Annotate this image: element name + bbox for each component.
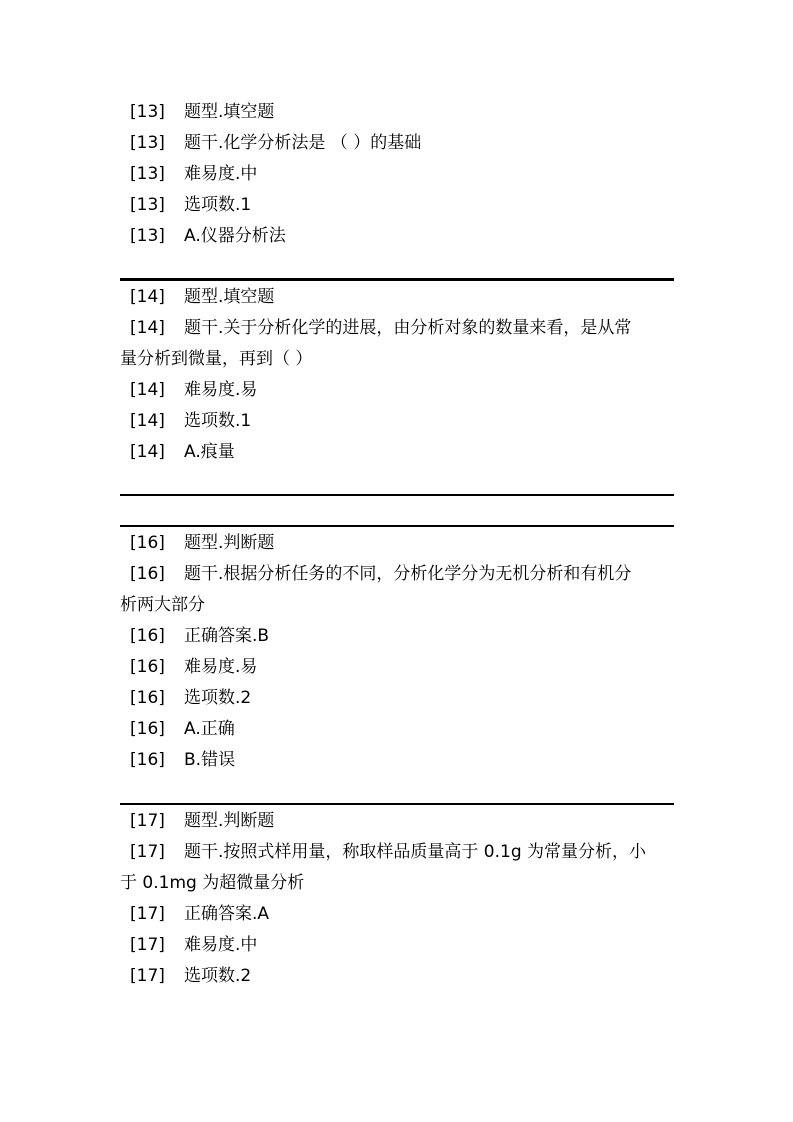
q17-difficulty-line	[120, 930, 674, 961]
q13-tag: [13]	[130, 164, 165, 184]
q14-tag: [14]	[130, 380, 165, 400]
q13-type-line	[120, 97, 674, 128]
divider-14	[120, 494, 674, 496]
divider-13	[120, 278, 674, 281]
q13-tag: [13]	[130, 133, 165, 153]
q16-option-count: 选项数.2	[184, 688, 252, 708]
q16-type: 题型.判断题	[184, 533, 275, 553]
q14-type: 题型.填空题	[184, 287, 275, 307]
divider-16	[120, 803, 674, 805]
q16-option-a: A.正确	[184, 719, 235, 739]
question-16	[120, 528, 674, 776]
q13-difficulty-line	[120, 159, 674, 190]
q16-tag: [16]	[130, 657, 165, 677]
q17-type: 题型.判断题	[184, 811, 275, 831]
q14-option-a-line	[120, 437, 674, 468]
q14-stem-line	[120, 313, 674, 344]
q16-stem-a: 题干.根据分析任务的不同，分析化学分为无机分析和有机分	[184, 564, 632, 584]
q16-option-b-line	[120, 745, 674, 776]
q13-tag: [13]	[130, 102, 165, 122]
q16-tag: [16]	[130, 626, 165, 646]
question-14	[120, 282, 674, 468]
q17-difficulty: 难易度.中	[184, 935, 258, 955]
q17-option-count-line	[120, 961, 674, 992]
q16-stem-b: 析两大部分	[120, 595, 205, 615]
q17-tag: [17]	[130, 966, 165, 986]
q17-stem-line	[120, 837, 674, 868]
q14-stem-cont-line	[120, 344, 674, 375]
q16-difficulty: 难易度.易	[184, 657, 258, 677]
q16-option-a-line	[120, 714, 674, 745]
q16-answer: 正确答案.B	[184, 626, 270, 646]
q14-tag: [14]	[130, 318, 165, 338]
q17-tag: [17]	[130, 935, 165, 955]
question-13	[120, 97, 674, 252]
q14-option-a: A.痕量	[184, 442, 235, 462]
q13-type: 题型.填空题	[184, 102, 275, 122]
q13-option-count-line	[120, 190, 674, 221]
q16-tag: [16]	[130, 533, 165, 553]
q13-difficulty: 难易度.中	[184, 164, 258, 184]
q16-stem-cont-line	[120, 590, 674, 621]
q14-option-count-line	[120, 406, 674, 437]
q14-tag: [14]	[130, 287, 165, 307]
q14-stem-a: 题干.关于分析化学的进展，由分析对象的数量来看，是从常	[184, 318, 632, 338]
q16-difficulty-line	[120, 652, 674, 683]
q16-option-count-line	[120, 683, 674, 714]
q17-answer: 正确答案.A	[184, 904, 270, 924]
q14-type-line	[120, 282, 674, 313]
q17-tag: [17]	[130, 904, 165, 924]
q13-tag: [13]	[130, 226, 165, 246]
q17-stem-a: 题干.按照式样用量，称取样品质量高于 0.1g 为常量分析，小	[184, 842, 647, 862]
q14-tag: [14]	[130, 442, 165, 462]
q14-difficulty: 难易度.易	[184, 380, 258, 400]
q14-option-count: 选项数.1	[184, 411, 252, 431]
q17-answer-line	[120, 899, 674, 930]
question-17	[120, 806, 674, 992]
q17-type-line	[120, 806, 674, 837]
q16-stem-line	[120, 559, 674, 590]
q17-stem-cont-line	[120, 868, 674, 899]
q14-difficulty-line	[120, 375, 674, 406]
q17-tag: [17]	[130, 811, 165, 831]
q16-answer-line	[120, 621, 674, 652]
q13-option-count: 选项数.1	[184, 195, 252, 215]
q16-option-b: B.错误	[184, 750, 236, 770]
q17-stem-b: 于 0.1mg 为超微量分析	[120, 873, 305, 893]
q14-tag: [14]	[130, 411, 165, 431]
q16-tag: [16]	[130, 750, 165, 770]
q17-tag: [17]	[130, 842, 165, 862]
q14-stem-b: 量分析到微量，再到（ ）	[120, 349, 313, 369]
q16-tag: [16]	[130, 564, 165, 584]
q13-tag: [13]	[130, 195, 165, 215]
divider-15	[120, 525, 674, 527]
q16-tag: [16]	[130, 688, 165, 708]
q13-option-a-line	[120, 221, 674, 252]
q13-stem: 题干.化学分析法是 （ ）的基础	[184, 133, 422, 153]
q17-option-count: 选项数.2	[184, 966, 252, 986]
q13-option-a: A.仪器分析法	[184, 226, 286, 246]
q16-type-line	[120, 528, 674, 559]
q13-stem-line	[120, 128, 674, 159]
q16-tag: [16]	[130, 719, 165, 739]
